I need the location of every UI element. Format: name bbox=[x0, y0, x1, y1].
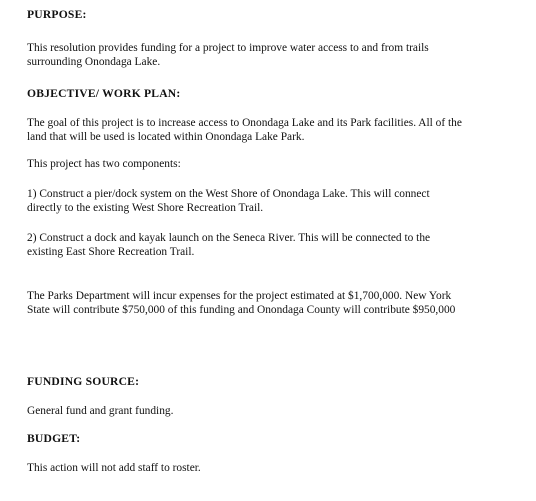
expense-paragraph bbox=[27, 289, 519, 317]
objective-heading: OBJECTIVE/ WORK PLAN: bbox=[27, 87, 181, 100]
goal-paragraph bbox=[27, 116, 519, 144]
budget-paragraph bbox=[27, 461, 519, 475]
purpose-paragraph bbox=[27, 41, 519, 69]
components-intro bbox=[27, 157, 519, 171]
components-intro-line: This project has two components: bbox=[27, 158, 181, 170]
funding-source-paragraph bbox=[27, 404, 519, 418]
component-2-paragraph bbox=[27, 231, 519, 259]
budget-heading: BUDGET: bbox=[27, 432, 81, 445]
purpose-heading: PURPOSE: bbox=[27, 8, 87, 21]
funding-source-heading: FUNDING SOURCE: bbox=[27, 375, 140, 388]
funding-source-text: General fund and grant funding. bbox=[27, 405, 174, 417]
purpose-line-1: This resolution provides funding for a project to improve water access to and from trails bbox=[27, 42, 429, 54]
goal-line-1: The goal of this project is to increase access to Onondaga Lake and its Park facilities. All of the bbox=[27, 117, 462, 129]
component-2-line-1: 2) Construct a dock and kayak launch on the Seneca River. This will be connected to the bbox=[27, 232, 431, 244]
purpose-line-2: surrounding Onondaga Lake. bbox=[27, 56, 161, 68]
component-1-line-1: 1) Construct a pier/dock system on the West Shore of Onondaga Lake. This will connect bbox=[27, 188, 430, 200]
budget-text: This action will not add staff to roster. bbox=[27, 462, 201, 474]
component-2-line-2: existing East Shore Recreation Trail. bbox=[27, 246, 195, 258]
goal-line-2: land that will be used is located within Onondaga Lake Park. bbox=[27, 131, 305, 143]
expense-line-1: The Parks Department will incur expenses for the project estimated at $1,700,000. New York bbox=[27, 290, 452, 302]
component-1-paragraph bbox=[27, 187, 519, 215]
component-1-line-2: directly to the existing West Shore Recreation Trail. bbox=[27, 202, 264, 214]
expense-line-2: State will contribute $750,000 of this funding and Onondaga County will contribute $950,000 bbox=[27, 304, 456, 316]
